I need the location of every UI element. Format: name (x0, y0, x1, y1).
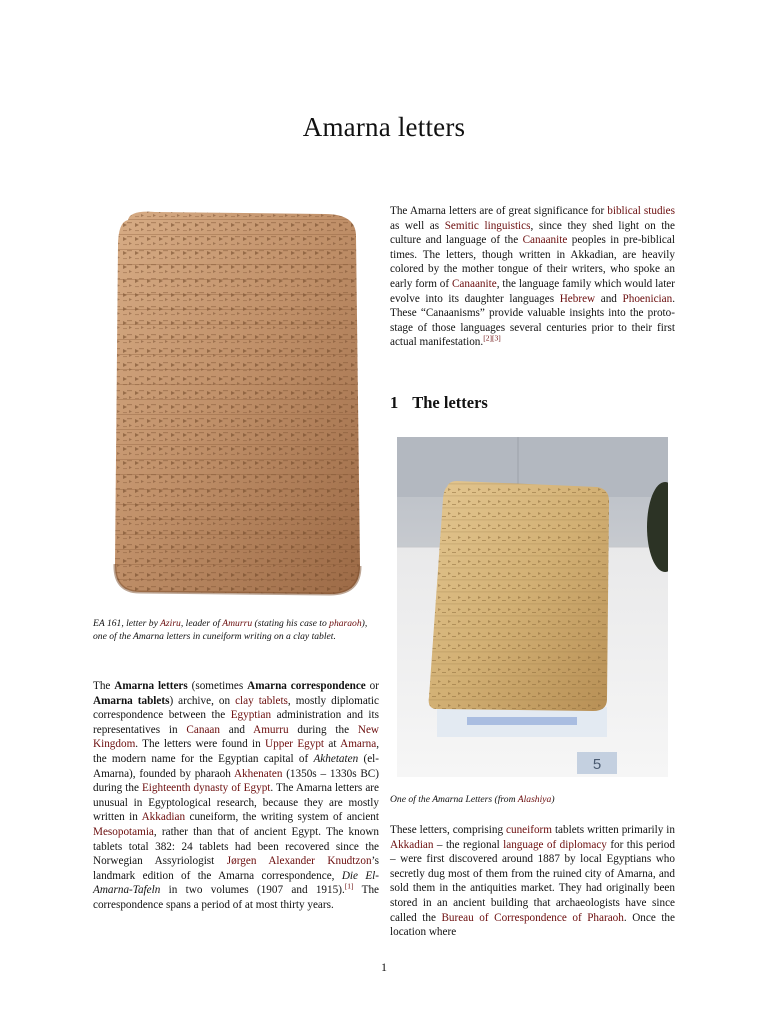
intro-paragraph: The Amarna letters (sometimes Amarna correspondence or Amarna tablets) archive, on clay tablets, mostly diplomatic correspondence between the Egyptian administration and its representatives in Canaan and Amurru during the New Kingdom. The letters were found in Upper Egypt at Amarna, the modern name for the Egyptian capital of Akhetaten (el-Amarna), founded by pharaoh Akhenaten (1350s – 1330s BC) during the Eighteenth dynasty of Egypt. The Amarna letters are unusual in Egyptological research, because they are mostly written in Akkadian cuneiform, the writing system of ancient Mesopotamia, rather than that of ancient Egypt. The known tablets total 382: 24 tablets had been recovered since the Norwegian Assyriologist Jørgen Alexander Knudtzon’s landmark edition of the Amarna correspondence, Die El-Amarna-Tafeln in two volumes (1907 and 1915).[1] The correspondence spans a period of at most thirty years. (93, 680, 380, 911)
link-biblical-studies[interactable]: biblical studies (607, 205, 675, 217)
link-cuneiform[interactable]: cuneiform (506, 824, 552, 836)
link-semitic-linguistics[interactable]: Semitic linguistics (444, 219, 531, 232)
link-amurru-2[interactable]: Amurru (253, 723, 289, 736)
link-hebrew[interactable]: Hebrew (559, 292, 596, 305)
link-clay-tablets[interactable]: clay tablets (235, 694, 288, 707)
link-canaanite[interactable]: Canaanite (522, 234, 568, 247)
link-knudtzon[interactable]: Jørgen Alexander Knudtzon (226, 855, 372, 868)
link-canaanite-2[interactable]: Canaanite (451, 277, 497, 290)
citation-2-3[interactable]: [2][3] (483, 333, 501, 343)
museum-tablet-photo (397, 437, 668, 777)
link-upper-egypt[interactable]: Upper Egypt (265, 738, 325, 751)
link-akkadian-2[interactable]: Akkadian (390, 838, 434, 851)
section-title: The letters (412, 393, 488, 412)
link-phoenician[interactable]: Phoenician (622, 292, 673, 305)
section-heading (390, 393, 488, 413)
link-amurru[interactable]: Amurru (222, 618, 253, 629)
discovery-paragraph: These letters, comprising cuneiform tablets written primarily in Akkadian – the regional language of diplomacy for this period – were first discovered around 1887 by local Egyptians who secretly dug most of them from the ruined city of Amarna, and sold them in the antiquities market. They had originally been stored in an ancient building that archaeologists have since called the Bureau of Correspondence of Pharaoh. Once the location where (390, 824, 675, 939)
link-aziru[interactable]: Aziru (160, 618, 181, 629)
page-number: 1 (381, 960, 387, 974)
link-egyptian[interactable]: Egyptian (230, 709, 272, 722)
exhibit-label: 5 (592, 756, 602, 773)
link-alashiya[interactable]: Alashiya (517, 794, 552, 805)
link-eighteenth-dynasty[interactable]: Eighteenth dynasty of Egypt (141, 782, 271, 795)
link-akhenaten[interactable]: Akhenaten (233, 767, 283, 780)
section-number: 1 (390, 393, 399, 412)
link-mesopotamia[interactable]: Mesopotamia (93, 825, 154, 838)
clay-tablet-image (110, 206, 365, 598)
link-canaan[interactable]: Canaan (186, 723, 220, 736)
citation-1[interactable]: [1] (344, 881, 354, 891)
page-title: Amarna letters (302, 112, 466, 142)
link-amarna[interactable]: Amarna (340, 738, 377, 751)
link-language-of-diplomacy[interactable]: language of diplomacy (503, 838, 607, 851)
link-pharaoh[interactable]: pharaoh (329, 618, 362, 629)
link-bureau-of-correspondence[interactable]: Bureau of Correspondence of Pharaoh (441, 911, 624, 924)
link-new-kingdom[interactable]: New Kingdom (93, 723, 379, 751)
figure-1-caption: EA 161, letter by Aziru, leader of Amurru (stating his case to pharaoh), one of the Amarna letters in cuneiform writing on a clay tablet. (93, 618, 368, 643)
link-akkadian[interactable]: Akkadian (141, 811, 186, 824)
significance-paragraph: The Amarna letters are of great significance for biblical studies as well as Semitic linguistics, since they shed light on the culture and language of the Canaanite peoples in pre-biblical times. The letters, though written in Akkadian, are heavily colored by the mother tongue of their writers, who spoke an early form of Canaanite, the language family which would later evolve into its daughter languages Hebrew and Phoenician. These “Canaanisms” provide valuable insights into the proto-stage of those languages several centuries prior to their first actual manifestation.[2][3] (390, 205, 676, 349)
figure-2-caption: One of the Amarna Letters (from Alashiya) (390, 794, 555, 805)
